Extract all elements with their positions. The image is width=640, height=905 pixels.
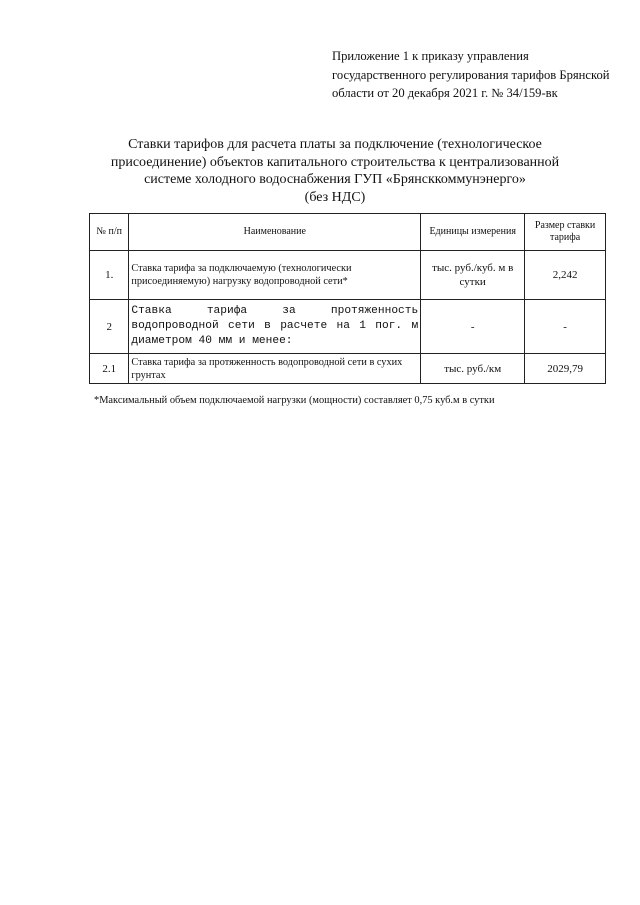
appendix-line: Приложение 1 к приказу управления: [332, 49, 529, 63]
row-unit: тыс. руб./куб. м в сутки: [421, 251, 525, 300]
table-row: [90, 354, 606, 384]
row-num: 2: [90, 300, 129, 354]
appendix-line: области от 20 декабря 2021 г. № 34/159-вк: [332, 86, 558, 100]
header-value: Размер ставки тарифа: [525, 214, 606, 251]
table-row: [90, 251, 606, 300]
table-header-row: [90, 214, 606, 251]
appendix-note: [332, 47, 632, 103]
appendix-line: государственного регулирования тарифов Брянской: [332, 67, 610, 82]
row-value: -: [525, 300, 606, 354]
tariff-table: [89, 213, 606, 384]
footnote: *Максимальный объем подключаемой нагрузки (мощности) составляет 0,75 куб.м в сутки: [94, 395, 495, 406]
title-line: присоединение) объектов капитального строительства к централизованной: [110, 154, 560, 170]
title-line: Ставки тарифов для расчета платы за подключение (технологическое: [128, 137, 542, 152]
title-line: системе холодного водоснабжения ГУП «Брянсккоммунэнерго»: [144, 172, 526, 187]
row-value: 2,242: [525, 251, 606, 300]
document-title: [60, 136, 610, 206]
row-num: 1.: [90, 251, 129, 300]
row-unit: тыс. руб./км: [421, 354, 525, 384]
row-name: Ставка тарифа за протяженность водопроводной сети в расчете на 1 пог. м диаметром 40 мм и менее:: [129, 300, 421, 354]
row-unit: -: [421, 300, 525, 354]
row-name: Ставка тарифа за подключаемую (технологически присоединяемую) нагрузку водопроводной сети*: [129, 251, 421, 300]
row-num: 2.1: [90, 354, 129, 384]
header-unit: Единицы измерения: [421, 214, 525, 251]
row-value: 2029,79: [525, 354, 606, 384]
header-name: Наименование: [129, 214, 421, 251]
title-line: (без НДС): [304, 189, 366, 205]
row-name: Ставка тарифа за протяженность водопроводной сети в сухих грунтах: [129, 354, 421, 384]
header-num: № п/п: [90, 214, 129, 251]
table-row: [90, 300, 606, 354]
